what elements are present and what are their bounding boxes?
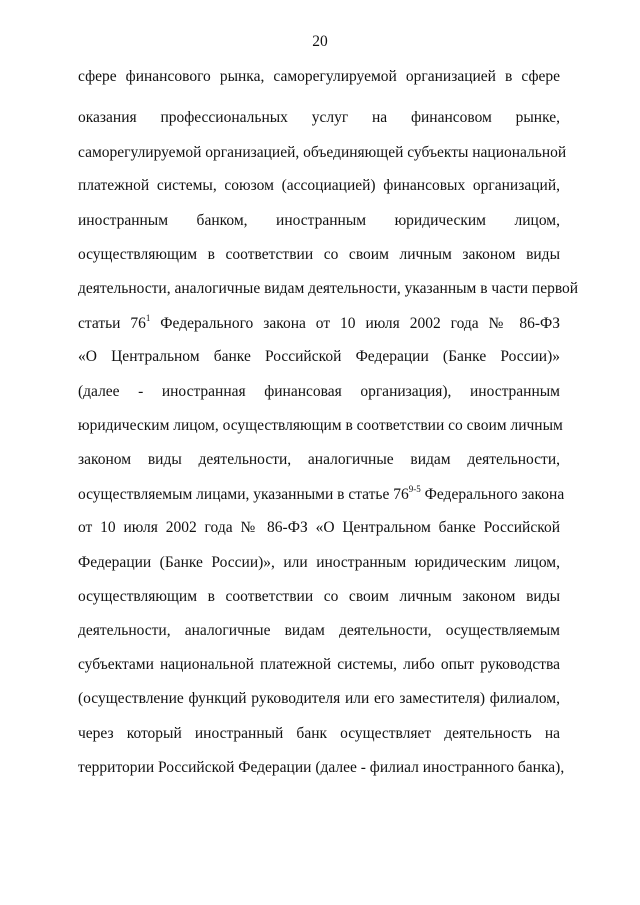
text-run: Федерального закона [420, 486, 565, 503]
text-line [78, 314, 560, 334]
text-line: Федерации (Банке России)», или иностранным юридическим лицом, [78, 554, 560, 571]
text-line: оказания профессиональных услуг на финансовом рынке, [78, 109, 560, 126]
text-line: через который иностранный банк осуществляет деятельность на [78, 725, 560, 742]
text-line: осуществляющим в соответствии со своим личным законом виды [78, 246, 560, 263]
text-line: (осуществление функций руководителя или его заместителя) филиалом, [78, 690, 560, 707]
text-line: от 10 июля 2002 года № 86-ФЗ «О Центральном банке Российской [78, 519, 560, 536]
text-line: иностранным банком, иностранным юридическим лицом, [78, 212, 560, 229]
text-line: деятельности, аналогичные видам деятельности, указанным в части первой [78, 280, 579, 297]
text-line: саморегулируемой организацией, объединяющей субъекты национальной [78, 144, 567, 161]
page-number: 20 [312, 33, 328, 50]
text-line: «О Центральном банке Российской Федерации (Банке России)» [78, 348, 560, 365]
text-line [78, 483, 565, 505]
text-line: законом виды деятельности, аналогичные видам деятельности, [78, 451, 560, 468]
text-run: осуществляемым лицами, указанными в статье 76 [78, 486, 409, 503]
text-run: Федерального закона от 10 июля 2002 года № 86-ФЗ [150, 315, 560, 332]
text-line: (далее - иностранная финансовая организация), иностранным [78, 383, 560, 400]
text-line: платежной системы, союзом (ассоциацией) финансовых организаций, [78, 177, 560, 194]
text-line: территории Российской Федерации (далее - филиал иностранного банка), [78, 759, 565, 776]
text-line: деятельности, аналогичные видам деятельности, осуществляемым [78, 622, 560, 639]
text-line: субъектами национальной платежной системы, либо опыт руководства [78, 656, 560, 673]
text-line: сфере финансового рынка, саморегулируемой организацией в сфере [78, 68, 560, 85]
text-line: осуществляющим в соответствии со своим личным законом виды [78, 588, 560, 605]
superscript: 1 [145, 312, 151, 323]
superscript: 9-5 [408, 483, 421, 494]
text-line: юридическим лицом, осуществляющим в соответствии со своим личным [78, 417, 563, 434]
text-run: статьи 76 [78, 315, 146, 332]
